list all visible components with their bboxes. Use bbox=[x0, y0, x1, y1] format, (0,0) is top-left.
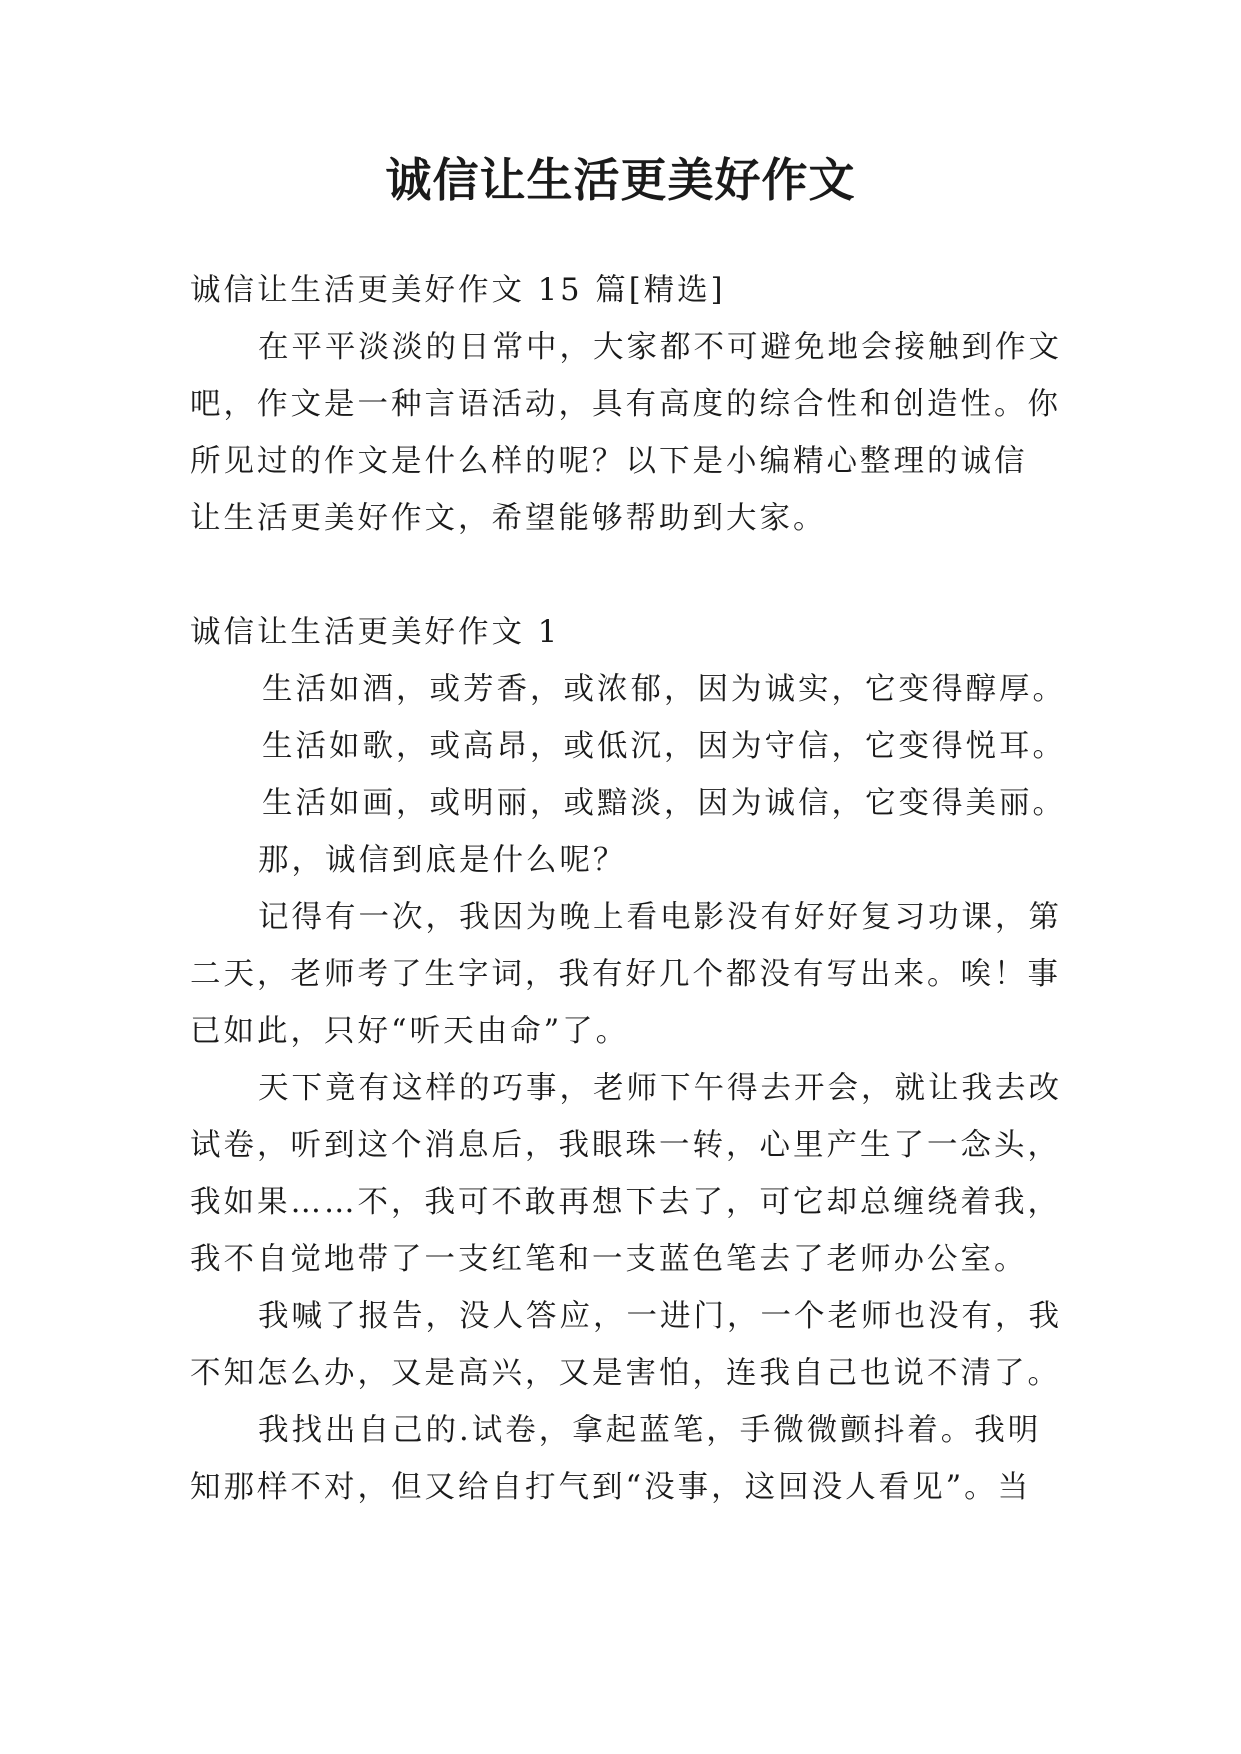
paragraph-line: 二天，老师考了生字词，我有好几个都没有写出来。唉！事 bbox=[190, 957, 1061, 992]
poem-line: 生活如画，或明丽，或黯淡，因为诚信，它变得美丽。 bbox=[262, 786, 1066, 821]
intro-line: 让生活更美好作文，希望能够帮助到大家。 bbox=[190, 501, 827, 536]
intro-line: 在平平淡淡的日常中，大家都不可避免地会接触到作文 bbox=[258, 330, 1062, 365]
section-heading: 诚信让生活更美好作文 1 bbox=[190, 615, 561, 650]
paragraph-line: 知那样不对，但又给自打气到“没事，这回没人看见”。当 bbox=[190, 1470, 1032, 1505]
paragraph-line: 天下竟有这样的巧事，老师下午得去开会，就让我去改 bbox=[258, 1071, 1062, 1106]
document-body bbox=[190, 262, 1070, 1516]
spacer bbox=[190, 547, 1070, 604]
document-subtitle: 诚信让生活更美好作文 15 篇[精选] bbox=[190, 273, 726, 308]
poem-line: 生活如歌，或高昂，或低沉，因为守信，它变得悦耳。 bbox=[262, 729, 1066, 764]
paragraph-line: 我如果……不，我可不敢再想下去了，可它却总缠绕着我， bbox=[190, 1185, 1061, 1220]
paragraph-line: 试卷，听到这个消息后，我眼珠一转，心里产生了一念头， bbox=[190, 1128, 1061, 1163]
question-line: 那，诚信到底是什么呢？ bbox=[258, 843, 627, 878]
paragraph-line: 不知怎么办，又是高兴，又是害怕，连我自己也说不清了。 bbox=[190, 1356, 1061, 1391]
poem-line: 生活如酒，或芳香，或浓郁，因为诚实，它变得醇厚。 bbox=[262, 672, 1066, 707]
paragraph-line: 我找出自己的.试卷，拿起蓝笔，手微微颤抖着。我明 bbox=[258, 1413, 1042, 1448]
intro-line: 吧，作文是一种言语活动，具有高度的综合性和创造性。你 bbox=[190, 387, 1061, 422]
paragraph-line: 记得有一次，我因为晚上看电影没有好好复习功课，第 bbox=[258, 900, 1062, 935]
paragraph-line: 我喊了报告，没人答应，一进门，一个老师也没有，我 bbox=[258, 1299, 1062, 1334]
paragraph-line: 已如此，只好“听天由命”了。 bbox=[190, 1014, 630, 1049]
document-title: 诚信让生活更美好作文 bbox=[385, 153, 856, 207]
paragraph-line: 我不自觉地带了一支红笔和一支蓝色笔去了老师办公室。 bbox=[190, 1242, 1028, 1277]
intro-line: 所见过的作文是什么样的呢？以下是小编精心整理的诚信 bbox=[190, 444, 1028, 479]
